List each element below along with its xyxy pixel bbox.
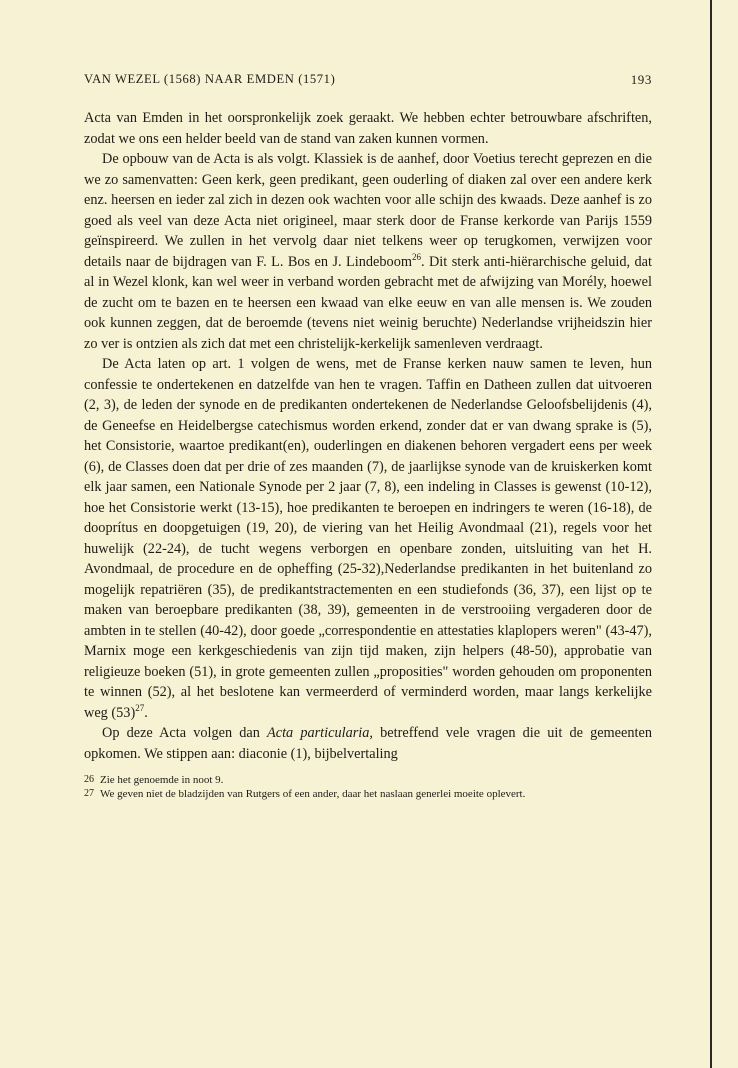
page-number: 193: [630, 72, 652, 87]
footnote-ref-27[interactable]: 27: [135, 702, 145, 713]
paragraph-4: [84, 723, 652, 764]
paragraph-4-text-a: Op deze Acta volgen dan: [102, 725, 267, 741]
paragraph-3-text-a: De Acta laten op art. 1 volgen de wens, met de Franse kerken nauw samen te leven, hun confessie te ondertekenen en datzelfde van hen te vragen. Taffin en Datheen zullen dat uitvoeren (2, 3), de leden der synode en de predikanten ondertekenen de Nederlandse Geloofsbelijdenis (4), de Geneefse en Heidelbergse catechismus worden erkend, zonder dat er van dwang sprake is (5), het Consistorie, waartoe predikant(en), ouderlingen en diakenen behoren vergadert eens per week (6), de Classes doen dat per drie of zes maanden (7), de jaarlijkse synode van de kruiskerken komt elk jaar samen, een Nationale Synode per 2 jaar (7, 8), een indeling in Classes is gewenst (10-12), hoe het Consistorie werkt (13-15), hoe predikanten te beroepen en indringers te weren (16-18), de dooprítus en doopgetuigen (19, 20), de viering van het Heilig Avondmaal (21), regels voor het huwelijk (22-24), de tucht wegens verborgen en openbare zonden, uitsluiting van het H. Avondmaal, de procedure en de opheffing (25-32),Nederlandse predikanten in het buitenland zo mogelijk repatriëren (35), de predikantstractementen en een studiefonds (36, 37), een lijst op te maken van beroepbare predikanten (38, 39), gemeenten in de verstrooiing vergaderen door de ambten in te stellen (40-42), door goede „correspondentie en attestaties klaplopers weren" (43-47), Marnix moge een kerkgeschiedenis van zijn tijd maken, zijn helpers (48-50), approbatie van religieuze boeken (51), in grote gemeenten zullen „proposities" worden gehouden om proponenten te winnen (52), al het beslotene kan vermeerderd of verminderd worden, maar langs kerkelijke weg (53): [84, 356, 652, 721]
paragraph-2-text-b: . Dit sterk anti-hiërarchische geluid, dat al in Wezel klonk, kan wel weer in verband worden gebracht met de afwijzing van Morély, hoewel de zucht om te bazen en te heersen een kwaad van elke eeuw en van alle mensen is. We zouden ook kunnen zeggen, dat de beroemde (tevens niet weinig beruchte) Nederlandse vrijheidszin hier zo ver is ontzien als zich dat met een christelijk-kerkelijk samenleven verdraagt.: [84, 253, 652, 352]
footnote-text: We geven niet de bladzijden van Rutgers of een ander, daar het naslaan generlei moeite oplevert.: [100, 788, 526, 800]
paragraph-3-text-b: .: [144, 704, 148, 721]
paragraph-2: [84, 149, 652, 354]
running-head: [84, 72, 652, 94]
footnote-number: 26: [84, 774, 94, 785]
footnotes: [84, 773, 652, 801]
footnote-text: Zie het genoemde in noot 9.: [100, 774, 224, 786]
book-page: [84, 72, 652, 801]
footnote-ref-26[interactable]: 26: [411, 251, 421, 262]
running-title: VAN WEZEL (1568) NAAR EMDEN (1571): [84, 72, 336, 86]
paragraph-3: [84, 354, 652, 723]
footnote-number: 27: [84, 788, 94, 799]
paragraph-2-text-a: De opbouw van de Acta is als volgt. Klassiek is de aanhef, door Voetius terecht geprezen en die we zo samenvatten: Geen kerk, geen predikant, geen ouderling of diaken zal over een andere kerk enz. heersen en ieder zal zich in dezen ook wachten voor alle schijn des kwaads. Deze aanhef is zo goed als veel van deze Acta niet origineel, maar sterk door de Franse kerkorde van Parijs 1559 geïnspireerd. We zullen in het vervolg daar niet telkens weer op terugkomen, verwijzen voor details naar de bijdragen van F. L. Bos en J. Lindeboom: [84, 151, 652, 270]
footnote-27: [84, 787, 652, 801]
page-edge-line: [710, 0, 712, 1068]
acta-particularia-title: Acta particularia,: [267, 725, 373, 741]
body-text: [84, 108, 652, 764]
footnote-26: [84, 773, 652, 787]
paragraph-1: Acta van Emden in het oorspronkelijk zoek geraakt. We hebben echter betrouwbare afschriften, zodat we ons een helder beeld van de stand van zaken kunnen vormen.: [84, 110, 652, 147]
paragraph-4-text-b: betreffend vele vragen die uit de gemeenten opkomen. We stippen aan: diaconie (1), bijbelvertaling: [84, 725, 652, 762]
